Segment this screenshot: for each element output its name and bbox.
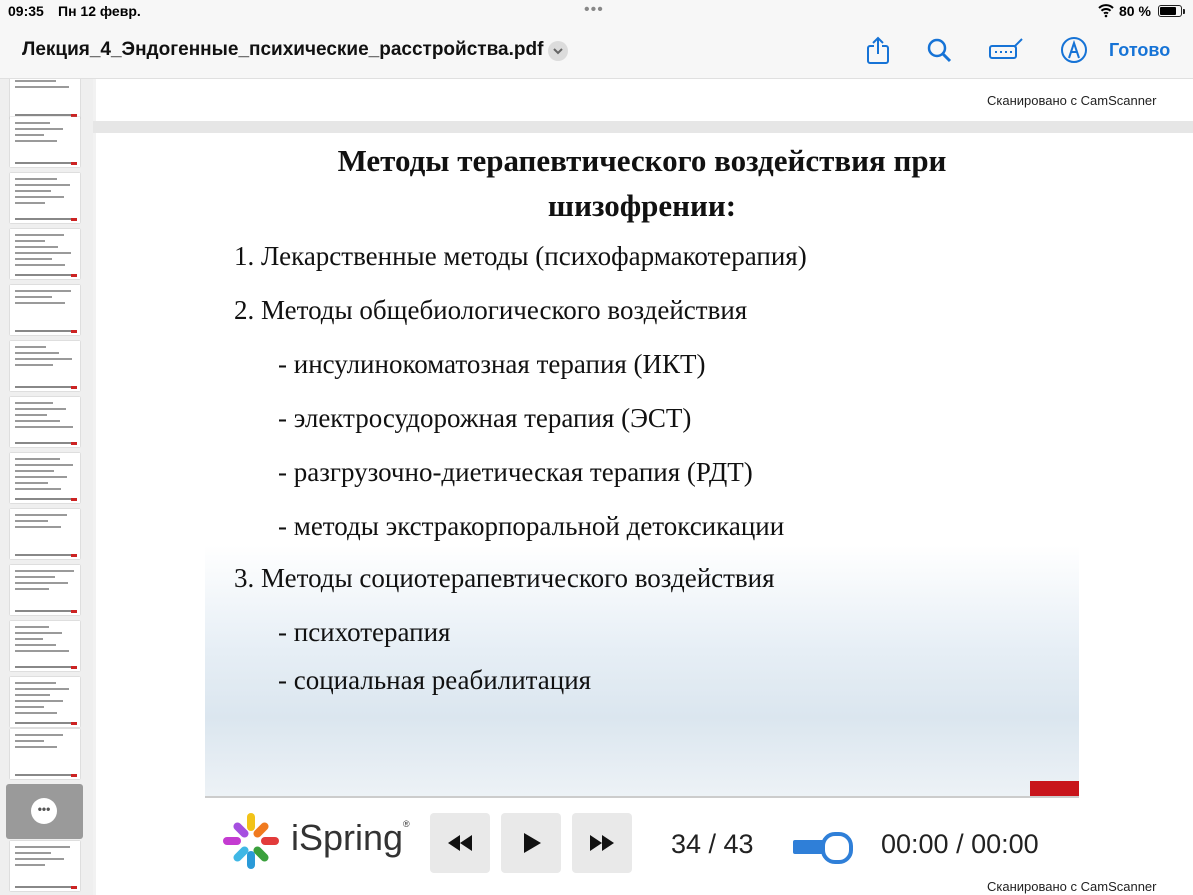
slide-item: 1. Лекарственные методы (психофармакотерапия) [234, 241, 807, 271]
thumbnail-text-line [15, 352, 59, 354]
thumbnail-footer [15, 886, 75, 888]
thumbnail-text-line [15, 488, 61, 490]
thumbnail-text-line [15, 576, 55, 578]
thumbnail-footer [15, 274, 75, 276]
fast-forward-button[interactable] [572, 813, 632, 873]
battery-percent: 80 % [1119, 3, 1151, 19]
thumbnail-text-line [15, 246, 58, 248]
play-button[interactable] [501, 813, 561, 873]
slide-subitem: - психотерапия [278, 617, 451, 647]
battery-icon [1158, 5, 1182, 17]
thumbnail-text-line [15, 122, 50, 124]
thumbnail-text-line [15, 864, 45, 866]
selected-thumbnail[interactable] [6, 784, 83, 839]
thumbnail-text-line [15, 852, 51, 854]
thumbnail-text-line [15, 526, 61, 528]
thumbnail-text-line [15, 264, 65, 266]
slide-subitem: - электросудорожная терапия (ЭСТ) [278, 403, 692, 433]
slide-title-line1: Методы терапевтического воздействия при [337, 143, 947, 178]
rewind-icon [444, 827, 476, 859]
thumbnail-text-line [15, 570, 74, 572]
thumbnail-text-line [15, 740, 44, 742]
thumbnail-text-line [15, 858, 64, 860]
thumbnail-text-line [15, 402, 53, 404]
thumbnail-footer [15, 774, 75, 776]
ispring-brand: iSpring [291, 817, 404, 858]
page-gap [93, 121, 1193, 133]
battery-level [1160, 7, 1176, 15]
ispring-logo-icon [219, 811, 284, 871]
share-icon[interactable] [863, 35, 893, 65]
thumbnail-footer [15, 162, 75, 164]
markup-icon[interactable] [988, 35, 1024, 65]
slide-accent-bar [1030, 781, 1079, 797]
thumbnail-accent [71, 442, 77, 445]
rewind-button[interactable] [430, 813, 490, 873]
thumbnail-accent [71, 274, 77, 277]
thumbnail-text-line [15, 358, 72, 360]
thumbnail-text-line [15, 632, 62, 634]
thumbnail-footer [15, 330, 75, 332]
document-title[interactable]: Лекция_4_Эндогенные_психические_расстройства.pdf [22, 39, 544, 60]
autoplay-toggle[interactable] [793, 832, 851, 860]
thumbnail-text-line [15, 420, 60, 422]
page-thumbnail[interactable] [10, 285, 80, 335]
thumbnail-text-line [15, 408, 66, 410]
slide-subitem: - методы экстракорпоральной детоксикации [278, 511, 785, 541]
thumbnail-text-line [15, 184, 70, 186]
thumbnail-footer [15, 498, 75, 500]
page-thumbnail[interactable] [10, 341, 80, 391]
slide [205, 135, 1079, 797]
slide-title-line2: шизофрении: [547, 188, 737, 223]
thumbnail-text-line [15, 364, 53, 366]
slide-item: 3. Методы социотерапевтического воздействия [234, 563, 775, 593]
thumbnail-text-line [15, 712, 57, 714]
thumbnail-text-line [15, 464, 73, 466]
page-thumbnail[interactable] [10, 117, 80, 167]
registered-mark: ® [403, 819, 410, 829]
thumbnail-text-line [15, 688, 69, 690]
clock: 09:35 [8, 3, 44, 19]
thumbnail-text-line [15, 626, 49, 628]
thumbnail-accent [71, 218, 77, 221]
page-thumbnail[interactable] [10, 509, 80, 559]
thumbnail-text-line [15, 458, 60, 460]
thumbnail-accent [71, 554, 77, 557]
status-bar [0, 0, 1193, 24]
slide-title [205, 138, 1079, 228]
scan-watermark-bottom: Сканировано с CamScanner [987, 879, 1157, 894]
thumbnail-text-line [15, 426, 73, 428]
page-thumbnail[interactable] [10, 621, 80, 671]
thumbnail-accent [71, 610, 77, 613]
thumbnail-text-line [15, 694, 50, 696]
thumbnail-accent [71, 722, 77, 725]
thumbnail-text-line [15, 582, 68, 584]
chevron-down-icon [548, 41, 568, 61]
playback-timer: 00:00 / 00:00 [881, 829, 1039, 859]
slide-subitem: - разгрузочно-диетическая терапия (РДТ) [278, 457, 753, 487]
thumbnail-text-line [15, 258, 52, 260]
date: Пн 12 февр. [58, 3, 141, 19]
thumbnail-text-line [15, 128, 63, 130]
thumbnail-accent [71, 162, 77, 165]
thumbnail-text-line [15, 638, 43, 640]
thumbnail-text-line [15, 746, 57, 748]
search-icon[interactable] [924, 35, 954, 65]
page-thumbnail[interactable] [10, 841, 80, 891]
thumbnail-footer [15, 442, 75, 444]
thumbnail-text-line [15, 650, 69, 652]
thumbnail-text-line [15, 514, 67, 516]
thumbnail-text-line [15, 134, 44, 136]
page-thumbnail[interactable] [10, 79, 80, 119]
thumbnail-text-line [15, 706, 44, 708]
thumbnail-accent [71, 386, 77, 389]
thumbnail-text-line [15, 86, 69, 88]
thumbnail-footer [15, 114, 75, 116]
slide-counter: 34 / 43 [671, 829, 754, 859]
done-button[interactable]: Готово [1109, 40, 1171, 60]
thumbnail-text-line [15, 290, 71, 292]
page-thumbnail[interactable] [10, 173, 80, 223]
thumbnail-text-line [15, 682, 56, 684]
scan-watermark-top: Сканировано с CamScanner [987, 93, 1157, 108]
ispring-player-bar [205, 799, 1079, 884]
thumbnail-text-line [15, 644, 56, 646]
thumbnail-footer [15, 666, 75, 668]
thumbnail-footer [15, 554, 75, 556]
thumbnail-footer [15, 722, 75, 724]
thumbnail-text-line [15, 252, 71, 254]
thumbnail-accent [71, 886, 77, 889]
fast-forward-icon [586, 827, 618, 859]
thumbnail-text-line [15, 700, 63, 702]
slide-subitem: - инсулинокоматозная терапия (ИКТ) [278, 349, 706, 379]
play-icon [515, 827, 547, 859]
thumbnail-accent [71, 498, 77, 501]
thumbnail-accent [71, 666, 77, 669]
thumbnail-text-line [15, 296, 52, 298]
thumbnail-text-line [15, 302, 65, 304]
thumbnail-footer [15, 610, 75, 612]
thumbnail-text-line [15, 196, 64, 198]
slide-item: 2. Методы общебиологического воздействия [234, 295, 748, 325]
page-thumbnail[interactable] [10, 565, 80, 615]
toggle-knob [821, 832, 853, 864]
thumbnail-footer [15, 386, 75, 388]
wifi-icon [1098, 2, 1114, 18]
thumbnail-text-line [15, 482, 48, 484]
slide-subitem: - социальная реабилитация [278, 665, 592, 695]
page-thumbnail[interactable] [10, 397, 80, 447]
thumbnail-accent [71, 774, 77, 777]
thumbnail-accent [71, 330, 77, 333]
more-icon[interactable]: ••• [31, 798, 57, 824]
thumbnail-text-line [15, 734, 63, 736]
pen-icon[interactable] [1059, 35, 1089, 65]
page-thumbnail[interactable] [10, 229, 80, 279]
thumbnail-text-line [15, 346, 46, 348]
thumbnail-sidebar[interactable] [0, 79, 93, 895]
thumbnail-text-line [15, 178, 57, 180]
page-thumbnail[interactable] [10, 677, 80, 727]
page-thumbnail[interactable] [10, 453, 80, 503]
thumbnail-text-line [15, 520, 48, 522]
thumbnail-text-line [15, 846, 70, 848]
thumbnail-text-line [15, 470, 54, 472]
thumbnail-text-line [15, 202, 45, 204]
thumbnail-footer [15, 218, 75, 220]
thumbnail-text-line [15, 80, 56, 82]
thumbnail-text-line [15, 240, 45, 242]
slide-divider [205, 796, 1079, 798]
thumbnail-text-line [15, 234, 64, 236]
title-menu-button[interactable] [548, 41, 568, 61]
thumbnail-text-line [15, 476, 67, 478]
thumbnail-text-line [15, 190, 51, 192]
thumbnail-text-line [15, 588, 49, 590]
page-thumbnail[interactable] [10, 729, 80, 779]
multitasking-dots[interactable]: ••• [584, 1, 604, 18]
thumbnail-text-line [15, 414, 47, 416]
toolbar [0, 24, 1193, 79]
thumbnail-text-line [15, 140, 57, 142]
